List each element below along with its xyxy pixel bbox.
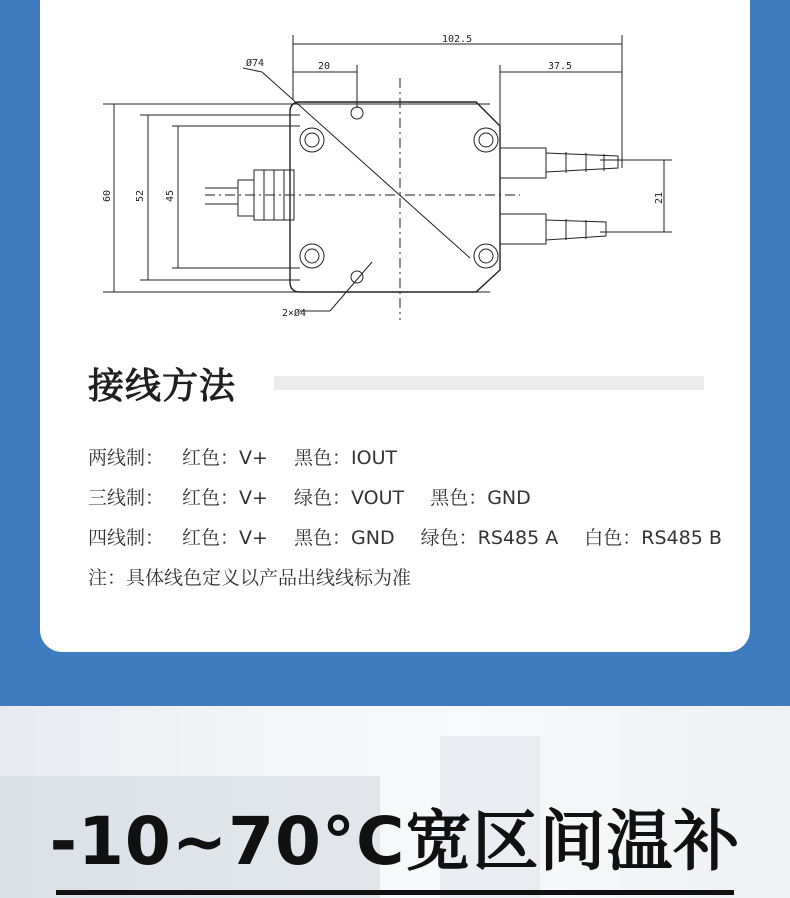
dim-hole-offset: 20 [318,61,331,72]
banner-headline: -10~70°C宽区间温补 [49,803,741,880]
dim-height-core: 45 [165,189,176,202]
wire-pair: 黑色：IOUT [294,447,398,469]
wiring-row-two-wire [88,444,742,484]
title-divider [274,376,704,390]
section-title: 接线方法 [88,366,237,407]
wire-pair: 白色：RS485 B [584,527,722,549]
dim-mount-holes: 2×Ø4 [282,308,307,319]
wire-pair: 绿色：RS485 A [420,527,559,549]
row-label: 三线制： [88,487,165,509]
note-text: 注：具体线色定义以产品出线线标为准 [88,567,412,589]
headline-underline [56,890,734,895]
wire-pair: 绿色：VOUT [294,487,405,509]
wire-pair: 红色：V+ [182,527,268,549]
wire-pair: 黑色：GND [430,487,531,509]
dim-height-inner: 52 [135,189,146,202]
dim-overall-width: 102.5 [442,34,473,45]
wiring-note [88,564,742,604]
dim-port-length: 37.5 [548,61,573,72]
wiring-list [88,444,742,604]
dim-diameter: Ø74 [246,58,265,69]
dim-height-total: 60 [102,189,113,202]
row-label: 两线制： [88,447,165,469]
dimension-drawing [0,0,790,330]
dim-port-spacing: 21 [654,191,665,204]
wiring-row-three-wire [88,484,742,524]
wiring-row-four-wire [88,524,742,564]
wire-pair: 红色：V+ [182,447,268,469]
wire-pair: 黑色：GND [294,527,395,549]
wire-pair: 红色：V+ [182,487,268,509]
row-label: 四线制： [88,527,165,549]
